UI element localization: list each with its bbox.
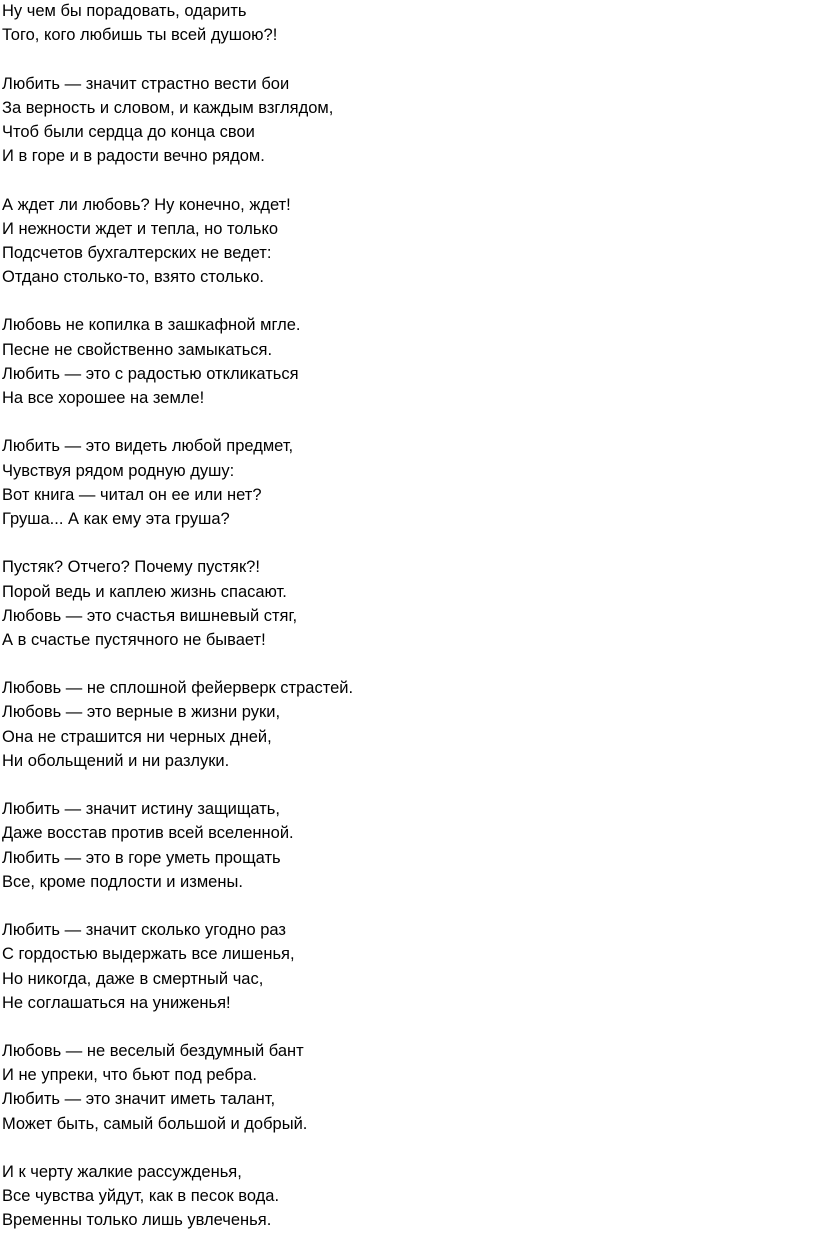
stanza: [2, 676, 353, 773]
poem-line: А ждет ли любовь? Ну конечно, ждет!: [2, 195, 291, 214]
stanza: [2, 1039, 353, 1136]
poem-line: Любить — значит страстно вести бои: [2, 74, 290, 93]
poem-line: И к черту жалкие рассужденья,: [2, 1163, 242, 1181]
poem-line: Может быть, самый большой и добрый.: [2, 1114, 308, 1133]
poem-line: Песне не свойственно замыкаться.: [2, 340, 273, 359]
poem-line: И нежности ждет и тепла, но только: [2, 219, 279, 238]
poem-line: Чувствуя рядом родную душу:: [2, 461, 235, 480]
stanza: [2, 918, 353, 1015]
poem-line: Любовь — не сплошной фейерверк страстей.: [2, 679, 354, 698]
poem-text: [2, 0, 353, 1257]
poem-line: Даже восстав против всей вселенной.: [2, 824, 294, 843]
stanza: [2, 797, 353, 894]
poem-line: Чтоб были сердца до конца свои: [2, 122, 255, 141]
stanza: [2, 1160, 353, 1233]
poem-line: Любить — это в горе уметь прощать: [2, 848, 281, 867]
poem-line: Подсчетов бухгалтерских не ведет:: [2, 243, 272, 262]
stanza: [2, 72, 353, 169]
poem-line: Вот книга — читал он ее или нет?: [2, 485, 262, 504]
poem-line: Любовь — это счастья вишневый стяг,: [2, 606, 298, 625]
poem-line: Любить — значит истину защищать,: [2, 800, 280, 819]
stanza: [2, 0, 353, 47]
poem-line: Того, кого любишь ты всей душою?!: [2, 26, 278, 45]
poem-line: Не соглашаться на униженья!: [2, 993, 231, 1012]
poem-line: Отдано столько-то, взято столько.: [2, 268, 265, 287]
poem-line: Любить — значит сколько угодно раз: [2, 921, 286, 940]
stanza: [2, 313, 353, 410]
poem-line: Любовь — не веселый бездумный бант: [2, 1042, 304, 1061]
poem-line: И в горе и в радости вечно рядом.: [2, 147, 265, 166]
poem-line: Все, кроме подлости и измены.: [2, 872, 243, 891]
poem-line: С гордостью выдержать все лишенья,: [2, 945, 295, 964]
poem-line: За верность и словом, и каждым взглядом,: [2, 98, 334, 117]
poem-line: Любить — это значит иметь талант,: [2, 1090, 276, 1109]
poem-line: Любовь — это верные в жизни руки,: [2, 703, 281, 722]
poem-line: Ни обольщений и ни разлуки.: [2, 751, 230, 770]
poem-line: Порой ведь и каплею жизнь спасают.: [2, 582, 287, 601]
poem-line: И не упреки, что бьют под ребра.: [2, 1066, 257, 1085]
poem-line: Но никогда, даже в смертный час,: [2, 969, 264, 988]
poem-line: Ну чем бы порадовать, одарить: [2, 2, 247, 20]
poem-line: А в счастье пустячного не бывает!: [2, 630, 266, 649]
poem-line: Любить — это видеть любой предмет,: [2, 437, 294, 456]
poem-line: Любить — это с радостью откликаться: [2, 364, 299, 383]
poem-line: На все хорошее на земле!: [2, 389, 205, 407]
stanza: [2, 193, 353, 290]
poem-line: Любовь не копилка в зашкафной мгле.: [2, 316, 301, 335]
poem-line: Пустяк? Отчего? Почему пустяк?!: [2, 558, 260, 577]
poem-line: Временны только лишь увлеченья.: [2, 1211, 272, 1230]
poem-line: Все чувства уйдут, как в песок вода.: [2, 1187, 280, 1206]
poem-line: Груша... А как ему эта груша?: [2, 509, 230, 528]
stanza: [2, 555, 353, 652]
poem-line: Она не страшится ни черных дней,: [2, 727, 272, 746]
stanza: [2, 434, 353, 531]
